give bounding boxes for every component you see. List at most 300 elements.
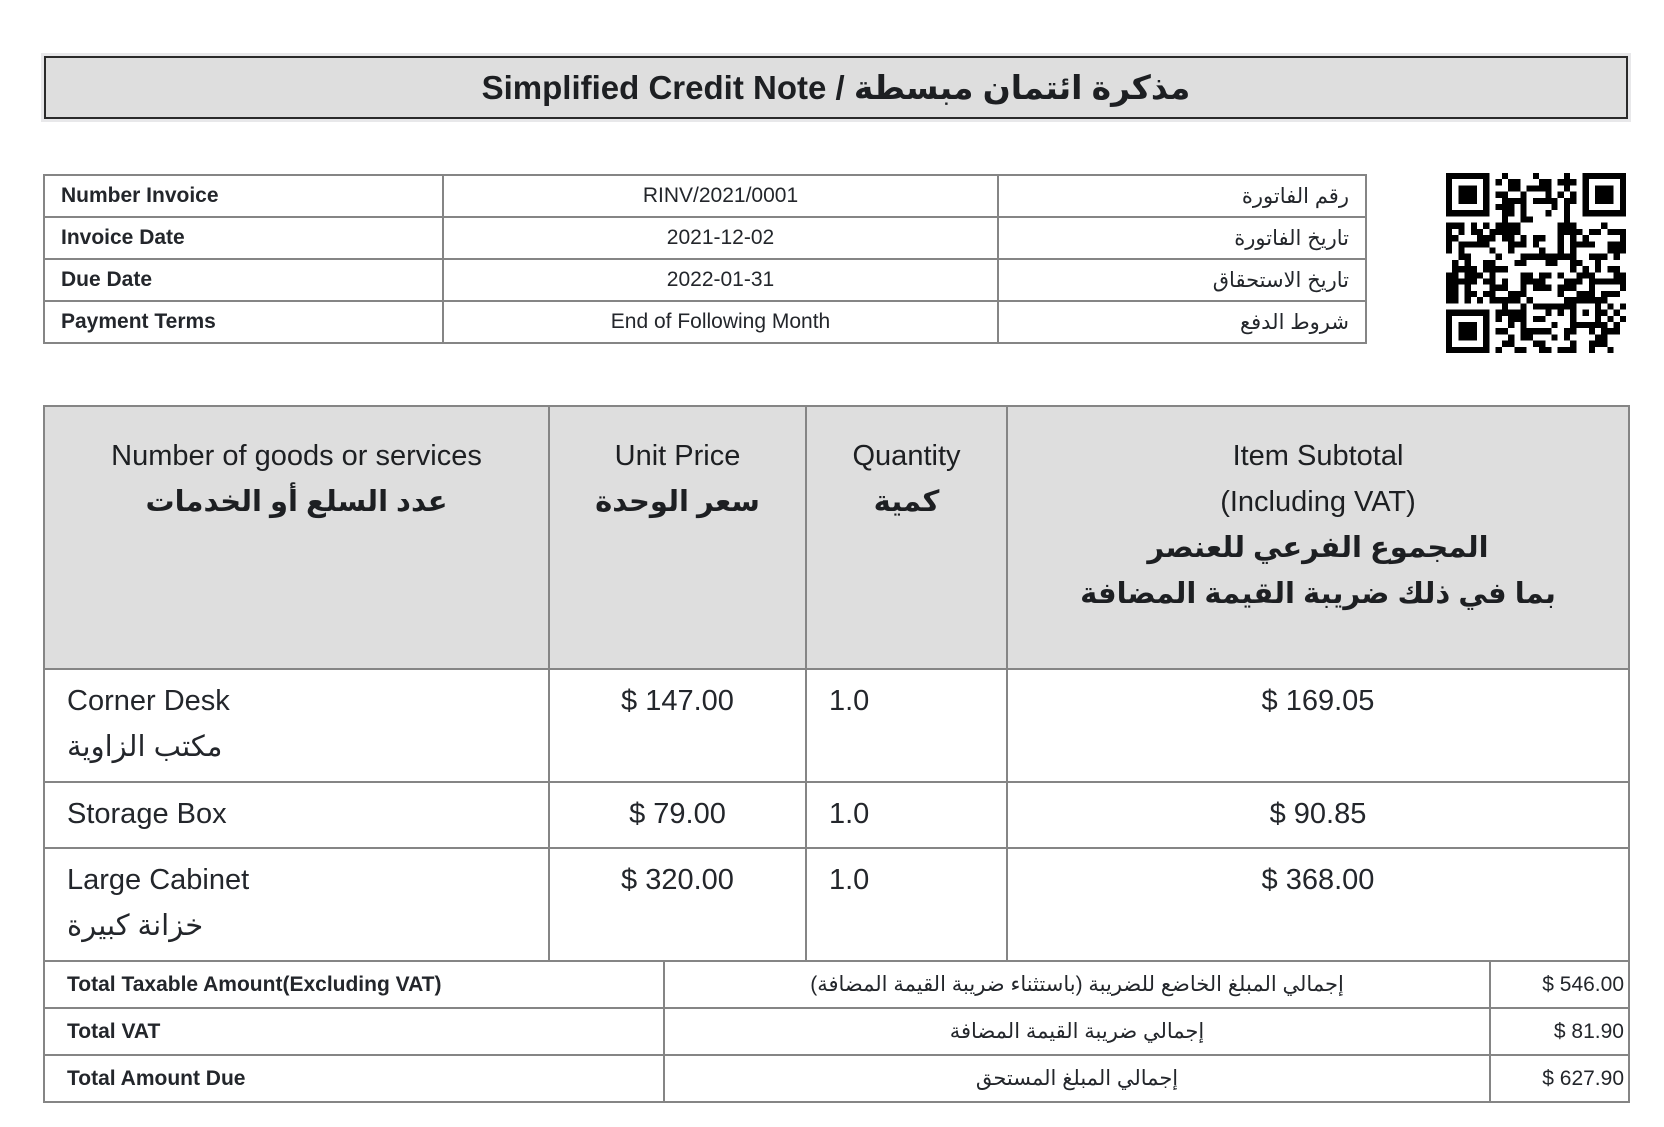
info-label: Due Date	[44, 259, 443, 301]
qr-module	[1564, 210, 1570, 216]
qr-module	[1558, 347, 1564, 353]
item-name-cell	[44, 848, 549, 961]
qr-module	[1452, 285, 1458, 291]
qr-module	[1502, 285, 1508, 291]
qr-module	[1508, 185, 1514, 191]
qr-module	[1539, 235, 1545, 241]
item-name-cell	[44, 669, 549, 782]
qr-module	[1508, 297, 1514, 303]
qr-module	[1620, 229, 1626, 235]
qr-module	[1446, 279, 1452, 285]
qr-module	[1520, 254, 1526, 260]
header-subtotal	[1007, 406, 1629, 669]
info-value: 2022-01-31	[443, 259, 998, 301]
qr-module	[1558, 303, 1564, 309]
item-name: Large Cabinet	[67, 864, 250, 896]
total-label-arabic: إجمالي ضريبة القيمة المضافة	[664, 1008, 1490, 1055]
qr-module	[1545, 328, 1551, 334]
qr-module	[1558, 179, 1564, 185]
qr-module	[1539, 272, 1545, 278]
qr-module	[1458, 241, 1464, 247]
qr-module	[1589, 254, 1595, 260]
qr-module	[1520, 328, 1526, 334]
header-quantity-ar: كمية	[873, 486, 940, 518]
item-name-cell	[44, 782, 549, 848]
qr-module	[1483, 291, 1489, 297]
qr-module	[1601, 254, 1607, 260]
info-label: Number Invoice	[44, 175, 443, 217]
qr-module	[1564, 179, 1570, 185]
qr-module	[1576, 291, 1582, 297]
qr-module	[1614, 241, 1620, 247]
qr-module	[1508, 291, 1514, 297]
qr-module	[1458, 229, 1464, 235]
qr-module	[1601, 341, 1607, 347]
info-row-due-date	[44, 259, 1366, 301]
qr-module	[1601, 291, 1607, 297]
qr-module	[1558, 192, 1564, 198]
qr-module	[1558, 291, 1564, 297]
qr-module	[1471, 229, 1477, 235]
qr-module	[1514, 260, 1520, 266]
qr-module	[1483, 266, 1489, 272]
item-quantity: 1.0	[806, 848, 1007, 961]
header-quantity-en: Quantity	[852, 440, 961, 472]
qr-module	[1539, 316, 1545, 322]
info-row-payment-terms	[44, 301, 1366, 343]
qr-module	[1620, 285, 1626, 291]
qr-module	[1502, 198, 1508, 204]
totals-row-amount-due	[44, 1055, 1629, 1102]
qr-module	[1452, 260, 1458, 266]
qr-module	[1545, 179, 1551, 185]
qr-module	[1520, 210, 1526, 216]
qr-module	[1545, 260, 1551, 266]
qr-module	[1539, 279, 1545, 285]
qr-module	[1471, 279, 1477, 285]
qr-module	[1601, 223, 1607, 229]
qr-module	[1508, 334, 1514, 340]
qr-module	[1570, 247, 1576, 253]
qr-module	[1471, 266, 1477, 272]
qr-module	[1607, 316, 1613, 322]
qr-module	[1614, 272, 1620, 278]
qr-module	[1508, 241, 1514, 247]
qr-module	[1458, 322, 1477, 341]
qr-module	[1496, 229, 1502, 235]
info-row-number-invoice	[44, 175, 1366, 217]
qr-module	[1558, 285, 1564, 291]
qr-module	[1502, 173, 1508, 179]
item-subtotal: $ 90.85	[1007, 782, 1629, 848]
qr-module	[1477, 272, 1483, 278]
qr-module	[1539, 247, 1545, 253]
qr-module	[1496, 328, 1502, 334]
qr-module	[1601, 279, 1607, 285]
qr-module	[1533, 328, 1539, 334]
qr-module	[1452, 235, 1458, 241]
qr-module	[1539, 254, 1545, 260]
qr-module	[1496, 285, 1502, 291]
qr-module	[1446, 235, 1452, 241]
total-amount: $ 546.00	[1490, 961, 1629, 1008]
qr-module	[1589, 285, 1595, 291]
qr-module	[1545, 210, 1551, 216]
qr-module	[1520, 198, 1526, 204]
qr-module	[1502, 303, 1508, 309]
qr-module	[1570, 241, 1576, 247]
qr-module	[1496, 316, 1502, 322]
qr-module	[1489, 235, 1495, 241]
qr-module	[1477, 297, 1483, 303]
total-label: Total VAT	[44, 1008, 664, 1055]
qr-module	[1589, 241, 1595, 247]
qr-module	[1558, 223, 1564, 229]
qr-module	[1489, 285, 1495, 291]
qr-module	[1496, 310, 1502, 316]
qr-module	[1620, 272, 1626, 278]
qr-module	[1545, 272, 1551, 278]
qr-module	[1489, 297, 1495, 303]
qr-module	[1570, 347, 1576, 353]
qr-module	[1514, 179, 1520, 185]
qr-module	[1520, 334, 1526, 340]
qr-module	[1539, 179, 1545, 185]
qr-module	[1601, 334, 1607, 340]
qr-module	[1552, 322, 1558, 328]
qr-module	[1496, 254, 1502, 260]
qr-module	[1564, 334, 1570, 340]
qr-module	[1458, 279, 1464, 285]
qr-module	[1570, 260, 1576, 266]
qr-module	[1483, 223, 1489, 229]
qr-module	[1471, 291, 1477, 297]
total-label-arabic: إجمالي المبلغ الخاضع للضريبة (باستثناء ضريبة القيمة المضافة)	[664, 961, 1490, 1008]
qr-module	[1520, 310, 1526, 316]
qr-module	[1477, 235, 1483, 241]
qr-module	[1446, 229, 1452, 235]
info-label: Invoice Date	[44, 217, 443, 259]
qr-module	[1508, 322, 1514, 328]
qr-module	[1520, 192, 1526, 198]
qr-module	[1458, 266, 1464, 272]
header-subtotal-en: Item Subtotal	[1232, 440, 1404, 472]
qr-module	[1527, 334, 1533, 340]
qr-module	[1595, 185, 1614, 204]
qr-module	[1520, 322, 1526, 328]
qr-module	[1514, 291, 1520, 297]
qr-module	[1458, 223, 1464, 229]
total-label: Total Taxable Amount(Excluding VAT)	[44, 961, 664, 1008]
qr-module	[1446, 241, 1452, 247]
qr-module	[1570, 235, 1576, 241]
item-unit-price: $ 320.00	[549, 848, 806, 961]
qr-module	[1514, 198, 1520, 204]
qr-module	[1564, 303, 1570, 309]
qr-module	[1446, 297, 1452, 303]
qr-module	[1589, 347, 1595, 353]
info-value: End of Following Month	[443, 301, 998, 343]
qr-module	[1502, 310, 1508, 316]
qr-module	[1502, 192, 1508, 198]
item-row	[44, 782, 1629, 848]
qr-module	[1465, 297, 1471, 303]
qr-module	[1595, 341, 1601, 347]
qr-module	[1614, 328, 1620, 334]
qr-module	[1446, 291, 1452, 297]
qr-module	[1496, 347, 1502, 353]
qr-module	[1564, 285, 1570, 291]
qr-module	[1520, 204, 1526, 210]
qr-module	[1520, 303, 1526, 309]
qr-module	[1489, 291, 1495, 297]
qr-module	[1508, 247, 1514, 253]
qr-module	[1508, 223, 1514, 229]
info-value: 2021-12-02	[443, 217, 998, 259]
qr-module	[1533, 198, 1539, 204]
qr-module	[1508, 316, 1514, 322]
qr-module	[1564, 347, 1570, 353]
qr-module	[1558, 254, 1564, 260]
qr-module	[1502, 341, 1508, 347]
qr-module	[1601, 310, 1607, 316]
qr-module	[1583, 241, 1589, 247]
qr-module	[1552, 254, 1558, 260]
qr-module	[1564, 279, 1570, 285]
qr-module	[1520, 216, 1526, 222]
qr-module	[1620, 316, 1626, 322]
total-label-arabic: إجمالي المبلغ المستحق	[664, 1055, 1490, 1102]
qr-module	[1576, 272, 1582, 278]
qr-module	[1508, 235, 1514, 241]
totals-row-vat	[44, 1008, 1629, 1055]
qr-module	[1502, 235, 1508, 241]
qr-module	[1502, 216, 1508, 222]
qr-module	[1564, 185, 1570, 191]
qr-module	[1533, 185, 1539, 191]
qr-module	[1508, 310, 1514, 316]
header-quantity	[806, 406, 1007, 669]
qr-module	[1570, 229, 1576, 235]
qr-module	[1576, 241, 1582, 247]
qr-module	[1471, 272, 1477, 278]
qr-module	[1614, 279, 1620, 285]
qr-module	[1483, 241, 1489, 247]
qr-module	[1564, 229, 1570, 235]
item-name: Storage Box	[67, 798, 227, 830]
info-value: RINV/2021/0001	[443, 175, 998, 217]
qr-module	[1496, 266, 1502, 272]
qr-module	[1446, 285, 1452, 291]
qr-module	[1533, 285, 1539, 291]
qr-module	[1614, 310, 1620, 316]
qr-module	[1583, 310, 1589, 316]
info-label-arabic: تاريخ الفاتورة	[998, 217, 1366, 259]
qr-module	[1452, 291, 1458, 297]
qr-module	[1527, 297, 1533, 303]
qr-module	[1614, 254, 1620, 260]
items-header-row	[44, 406, 1629, 669]
qr-module	[1558, 247, 1564, 253]
qr-module	[1620, 279, 1626, 285]
qr-module	[1520, 279, 1526, 285]
item-name-arabic: مكتب الزاوية	[67, 731, 223, 763]
qr-module	[1496, 297, 1502, 303]
qr-module	[1558, 229, 1564, 235]
qr-module	[1533, 316, 1539, 322]
totals-row-taxable	[44, 961, 1629, 1008]
qr-module	[1489, 260, 1495, 266]
totals-table	[43, 960, 1630, 1103]
qr-module	[1570, 198, 1576, 204]
qr-module	[1489, 229, 1495, 235]
invoice-info-table	[43, 174, 1367, 344]
qr-module	[1539, 303, 1545, 309]
qr-module	[1514, 347, 1520, 353]
qr-module	[1564, 198, 1570, 204]
item-name: Corner Desk	[67, 685, 230, 717]
qr-module	[1570, 223, 1576, 229]
qr-module	[1465, 241, 1471, 247]
qr-module	[1614, 266, 1620, 272]
qr-module	[1508, 229, 1514, 235]
qr-module	[1527, 272, 1533, 278]
qr-module	[1483, 260, 1489, 266]
qr-module	[1527, 328, 1533, 334]
qr-module	[1496, 223, 1502, 229]
qr-module	[1520, 272, 1526, 278]
qr-module	[1502, 204, 1508, 210]
qr-module	[1465, 279, 1471, 285]
qr-module	[1620, 303, 1626, 309]
qr-module	[1552, 334, 1558, 340]
qr-module	[1620, 247, 1626, 253]
qr-module	[1607, 328, 1613, 334]
qr-module	[1502, 223, 1508, 229]
item-name-arabic: خزانة كبيرة	[67, 910, 204, 942]
qr-module	[1558, 235, 1564, 241]
qr-module	[1595, 229, 1601, 235]
qr-module	[1614, 229, 1620, 235]
qr-module	[1533, 235, 1539, 241]
qr-module	[1452, 297, 1458, 303]
qr-module	[1570, 285, 1576, 291]
qr-module	[1508, 198, 1514, 204]
qr-module	[1607, 279, 1613, 285]
qr-module	[1502, 210, 1508, 216]
qr-module	[1576, 229, 1582, 235]
qr-module	[1514, 229, 1520, 235]
qr-module	[1583, 266, 1589, 272]
qr-module	[1583, 272, 1589, 278]
qr-module	[1539, 328, 1545, 334]
qr-module	[1520, 291, 1526, 297]
qr-module	[1465, 254, 1471, 260]
qr-module	[1614, 322, 1620, 328]
item-row	[44, 669, 1629, 782]
qr-module	[1552, 260, 1558, 266]
qr-module	[1595, 279, 1601, 285]
qr-module	[1471, 223, 1477, 229]
info-label-arabic: رقم الفاتورة	[998, 175, 1366, 217]
qr-module	[1502, 229, 1508, 235]
qr-module	[1595, 334, 1601, 340]
qr-module	[1452, 272, 1458, 278]
item-quantity: 1.0	[806, 782, 1007, 848]
line-items-table	[43, 405, 1630, 962]
qr-module	[1564, 297, 1570, 303]
qr-module	[1601, 322, 1607, 328]
qr-module	[1589, 328, 1595, 334]
qr-module	[1576, 260, 1582, 266]
qr-module	[1446, 223, 1452, 229]
qr-module	[1558, 241, 1564, 247]
qr-module	[1527, 254, 1533, 260]
qr-module	[1502, 297, 1508, 303]
qr-module	[1465, 272, 1471, 278]
qr-module	[1607, 291, 1613, 297]
qr-module	[1508, 341, 1514, 347]
info-label: Payment Terms	[44, 301, 443, 343]
qr-module	[1514, 223, 1520, 229]
qr-module	[1539, 285, 1545, 291]
qr-module	[1533, 241, 1539, 247]
qr-module	[1514, 185, 1520, 191]
qr-module	[1595, 254, 1601, 260]
qr-module	[1496, 204, 1502, 210]
qr-module	[1471, 241, 1477, 247]
qr-module	[1502, 279, 1508, 285]
qr-module	[1595, 266, 1601, 272]
document-title-box	[44, 56, 1628, 119]
header-goods-en: Number of goods or services	[111, 440, 482, 472]
qr-module	[1533, 254, 1539, 260]
qr-module	[1595, 260, 1601, 266]
qr-module	[1465, 291, 1471, 297]
qr-module	[1601, 328, 1607, 334]
qr-module	[1539, 341, 1545, 347]
qr-module	[1477, 229, 1483, 235]
qr-module	[1570, 341, 1576, 347]
qr-module	[1570, 328, 1576, 334]
qr-module	[1514, 297, 1520, 303]
qr-module	[1614, 291, 1620, 297]
qr-module	[1465, 266, 1471, 272]
qr-module	[1533, 303, 1539, 309]
qr-module	[1458, 185, 1477, 204]
qr-module	[1620, 235, 1626, 241]
qr-module	[1502, 266, 1508, 272]
header-subtotal-ar2: بما في ذلك ضريبة القيمة المضافة	[1080, 578, 1556, 610]
item-subtotal: $ 169.05	[1007, 669, 1629, 782]
qr-module	[1520, 347, 1526, 353]
qr-module	[1477, 241, 1483, 247]
qr-module	[1576, 279, 1582, 285]
qr-module	[1607, 247, 1613, 253]
qr-module	[1552, 204, 1558, 210]
qr-module	[1533, 173, 1539, 179]
qr-module	[1564, 173, 1570, 179]
qr-module	[1545, 347, 1551, 353]
total-label: Total Amount Due	[44, 1055, 664, 1102]
qr-module	[1607, 241, 1613, 247]
total-amount: $ 627.90	[1490, 1055, 1629, 1102]
item-unit-price: $ 147.00	[549, 669, 806, 782]
qr-module	[1489, 272, 1495, 278]
total-amount: $ 81.90	[1490, 1008, 1629, 1055]
qr-module	[1552, 303, 1558, 309]
qr-module	[1527, 216, 1533, 222]
